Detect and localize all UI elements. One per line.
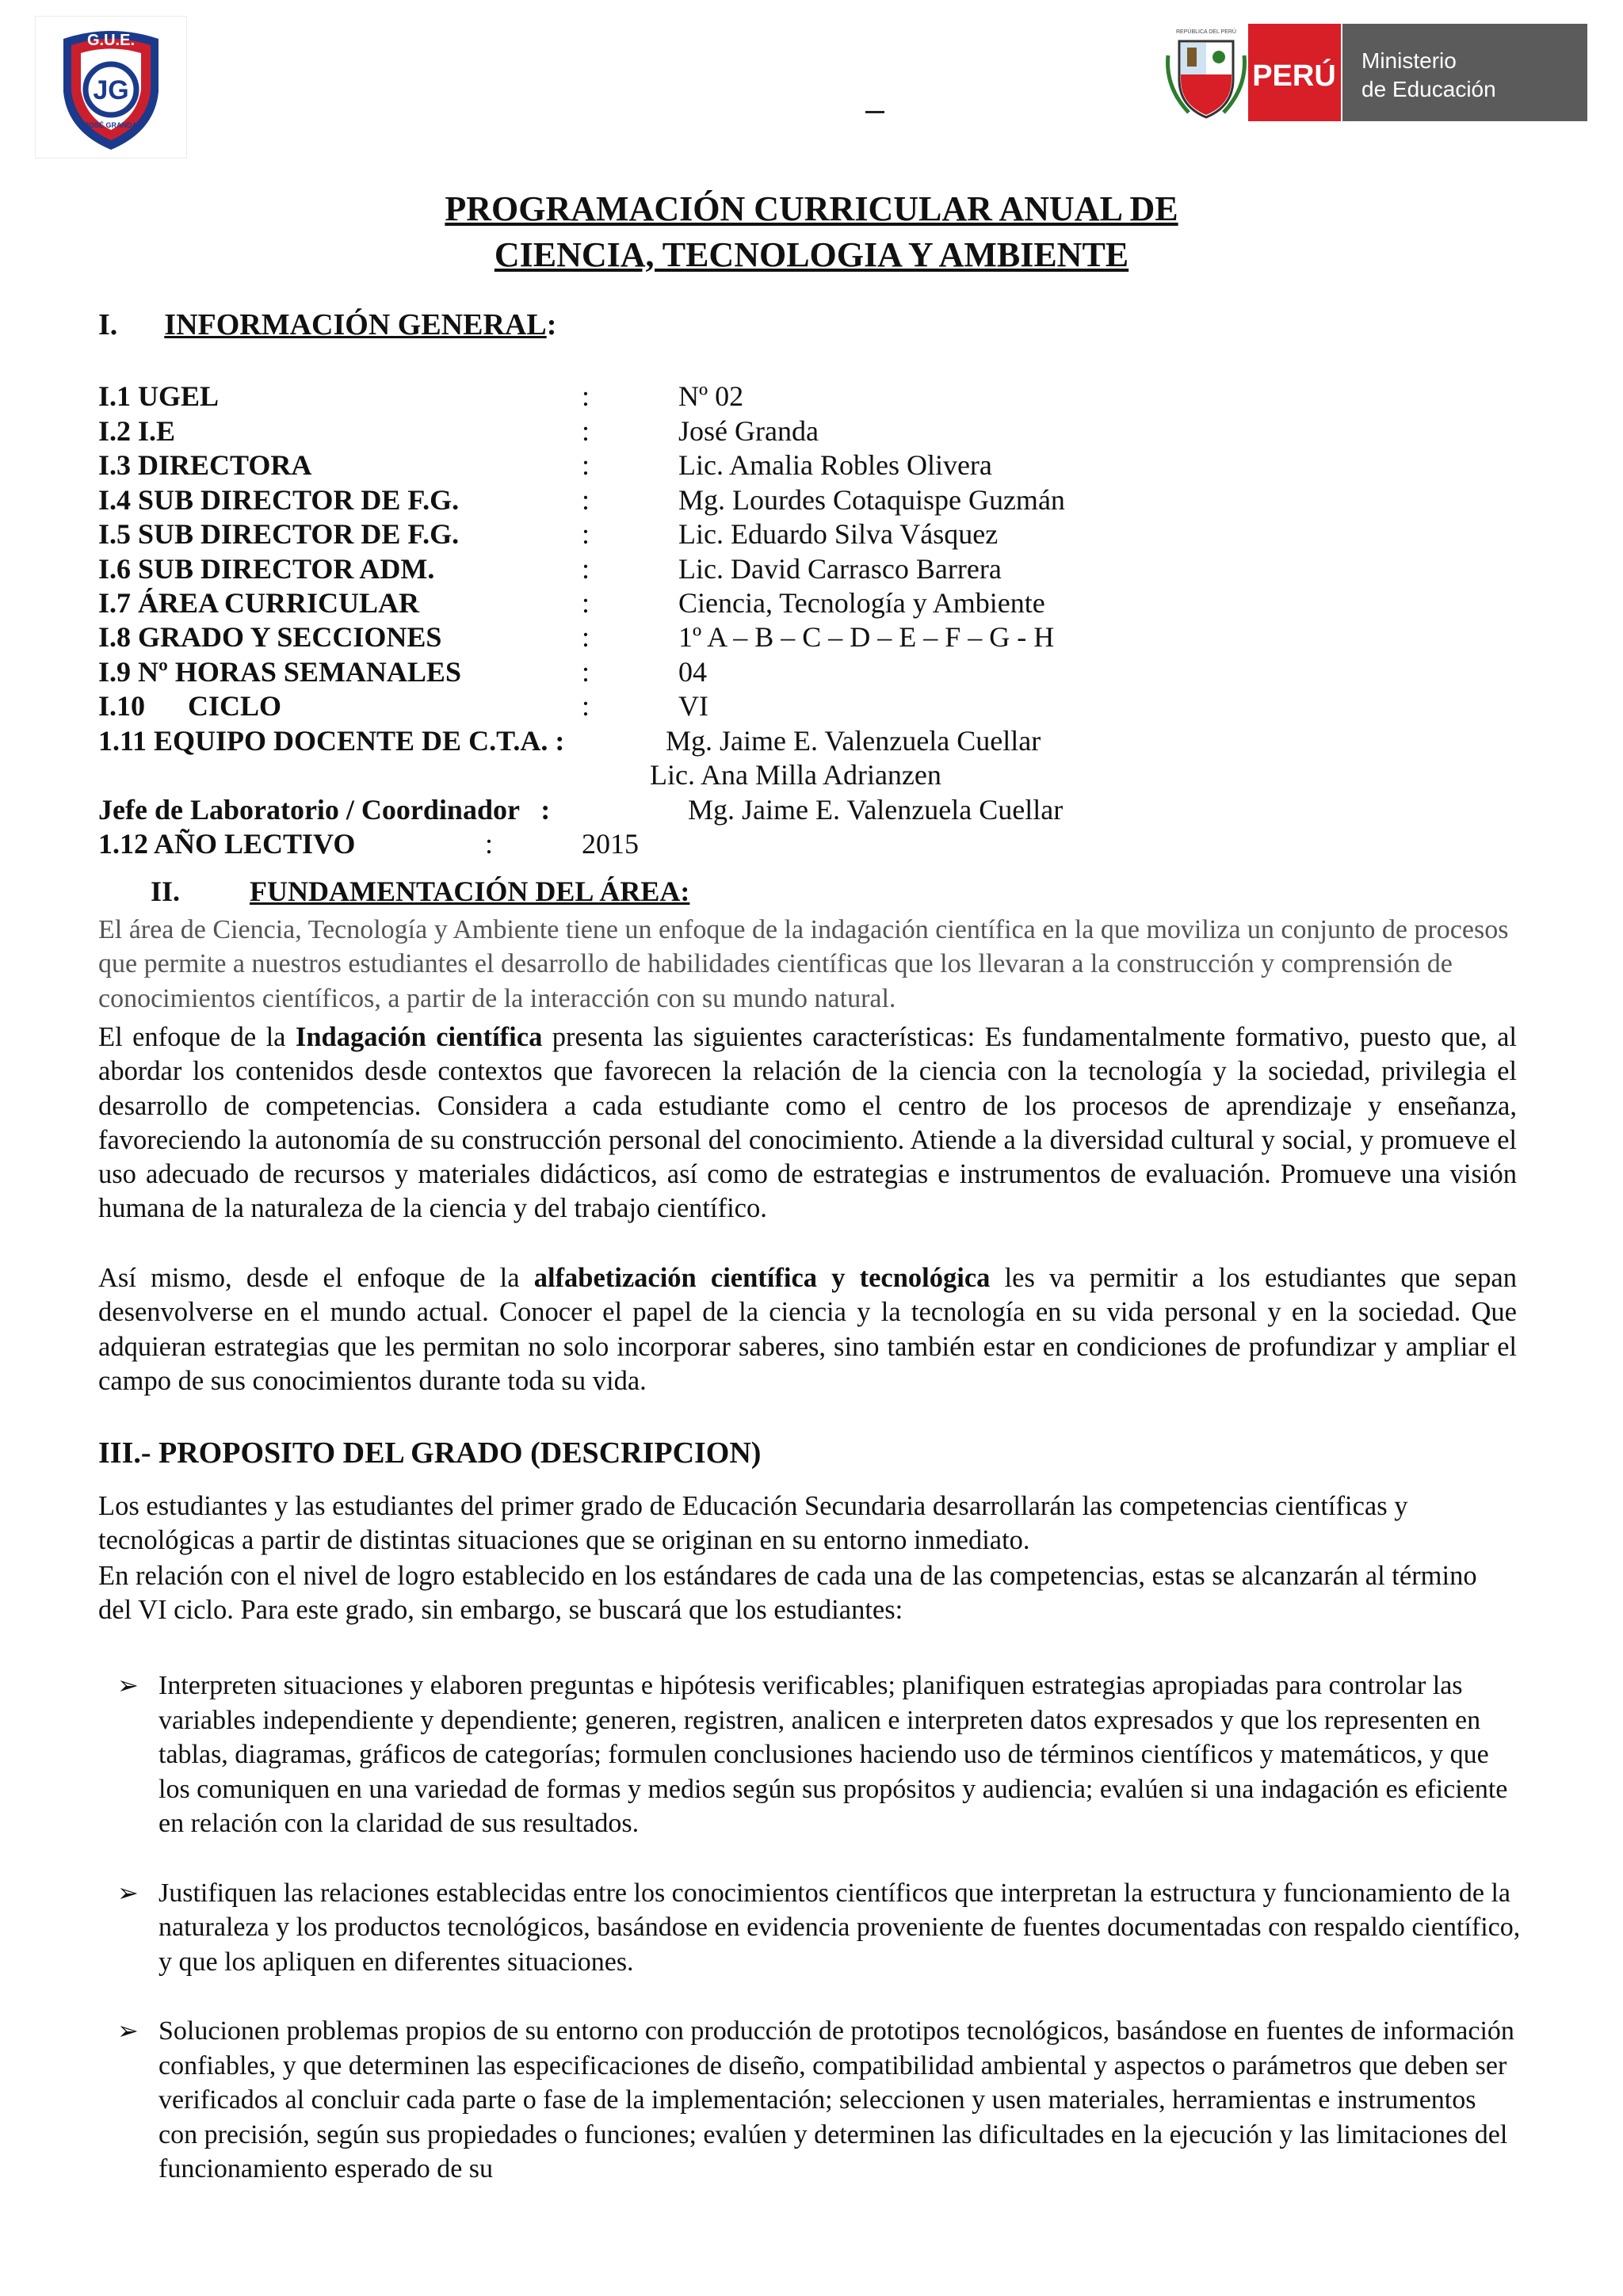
p1-bold-term: Indagación científica	[295, 1022, 543, 1052]
svg-text:REPÚBLICA DEL PERÚ: REPÚBLICA DEL PERÚ	[1176, 29, 1236, 35]
section1-heading	[98, 307, 556, 342]
bullet-list	[117, 1669, 1522, 2187]
section2-intro: El área de Ciencia, Tecnología y Ambiente tiene un enfoque de la indagación científica en la que moviliza un conjunto de procesos que permite a nuestros estudiantes el desarrollo de habilidades científicas que los llevaran a la construcción y comprensión de conocimientos científicos, a partir de la interacción con su mundo natural.	[98, 915, 1509, 1013]
coat-of-arms-icon	[1168, 28, 1245, 117]
separator-dash	[865, 111, 884, 113]
info-value: Ciencia, Tecnología y Ambiente	[678, 587, 1045, 619]
info-value: Mg. Jaime E. Valenzuela Cuellar	[666, 725, 1041, 757]
info-label: I.5 SUB DIRECTOR DE F.G.	[98, 518, 460, 550]
info-label: I.1 UGEL	[98, 380, 220, 412]
info-label: I.7 ÁREA CURRICULAR	[98, 587, 420, 619]
school-logo	[35, 16, 187, 158]
info-label: I.10 CICLO	[98, 690, 282, 722]
ministry-logo	[1165, 24, 1587, 121]
svg-text:de Educación: de Educación	[1361, 77, 1496, 101]
info-colon: :	[582, 553, 590, 585]
info-value: Nº 02	[678, 380, 744, 412]
peru-ministry-logo-icon	[1165, 24, 1587, 121]
arrow-bullet-icon: ➢	[117, 1671, 139, 1699]
info-colon: :	[582, 621, 590, 653]
info-label: 1.11 EQUIPO DOCENTE DE C.T.A. :	[98, 725, 565, 757]
info-colon: :	[582, 415, 590, 447]
section3-paragraph2: En relación con el nivel de logro establecido en los estándares de cada una de las competencias, estas se alcanzarán al término del VI ciclo. Para este grado, sin embargo, se buscará que los estudiantes:	[98, 1561, 1477, 1626]
section1-colon: :	[546, 308, 557, 341]
arrow-bullet-icon: ➢	[117, 2016, 139, 2045]
svg-text:JG: JG	[93, 75, 129, 105]
info-value: 2015	[582, 828, 639, 860]
section1-title: INFORMACIÓN GENERAL	[164, 308, 547, 341]
info-value: José Granda	[678, 415, 819, 447]
info-colon: :	[582, 587, 590, 619]
info-colon: :	[582, 449, 590, 481]
section2-title: FUNDAMENTACIÓN DEL ÁREA:	[250, 875, 690, 907]
bullet-text: Solucionen problemas propios de su entorno con producción de prototipos tecnológicos, basándose en fuentes de información confiables, y que determinen las especificaciones de diseño, compatibilidad ambiental y aspectos o parámetros que deben ser verificados al concluir cada parte o fase de la implementación; seleccionen y usen materiales, herramientas e instrumentos con precisión, según sus propiedades o funciones; evalúen y determinen las dificultades en la ejecución y las limitaciones del funcionamiento esperado de su	[158, 2016, 1514, 2183]
bullet-text: Justifiquen las relaciones establecidas entre los conocimientos científicos que interpretan la estructura y funcionamiento de la naturaleza y los productos tecnológicos, basándose en evidencia proveniente de fuentes documentadas con respaldo científico, y que los apliquen en diferentes situaciones.	[158, 1878, 1521, 1977]
info-label: I.2 I.E	[98, 415, 176, 447]
svg-text:Ministerio: Ministerio	[1361, 48, 1457, 73]
p2-text-rest: les va permitir a los estudiantes que sepan desenvolverse en el mundo actual. Conocer el papel de la ciencia y la tecnología en su vida personal y en la sociedad. Que adquieran estrategias que les permitan no solo incorporar saberes, sino también estar en condiciones de profundizar y ampliar el campo de sus conocimientos durante toda su vida.	[98, 1263, 1517, 1396]
document-title-line2: CIENCIA, TECNOLOGIA Y AMBIENTE	[494, 235, 1129, 274]
info-colon: :	[582, 656, 590, 688]
p1-text-rest: presenta las siguientes características: Es fundamentalmente formativo, puesto que, al abordar los contenidos desde contextos que favorecen la relación de la ciencia con la tecnología y la sociedad, privilegia el desarrollo de competencias. Considera a cada estudiante como el centro de los procesos de aprendizaje y enseñanza, favoreciendo la autonomía de su construcción personal del conocimiento. Atiende a la diversidad cultural y social, y promueve el uso adecuado de recursos y materiales didácticos, así como de estrategias e instrumentos de evaluación. Promueve una visión humana de la naturaleza de la ciencia y del trabajo científico.	[98, 1022, 1518, 1224]
info-label: I.8 GRADO Y SECCIONES	[98, 621, 442, 653]
svg-text:PERÚ: PERÚ	[1252, 59, 1336, 93]
info-colon: :	[485, 828, 494, 860]
info-value: Mg. Lourdes Cotaquispe Guzmán	[678, 484, 1065, 516]
info-value: Lic. Ana Milla Adrianzen	[650, 759, 941, 791]
svg-text:G.U.E.: G.U.E.	[86, 32, 136, 49]
info-value: 1º A – B – C – D – E – F – G - H	[678, 621, 1055, 653]
info-value: Lic. Amalia Robles Olivera	[678, 449, 992, 481]
info-label: I.3 DIRECTORA	[98, 449, 312, 481]
info-label: I.9 Nº HORAS SEMANALES	[98, 656, 461, 688]
bullet-text: Interpreten situaciones y elaboren preguntas e hipótesis verificables; planifiquen estrategias apropiadas para controlar las variables independiente y dependiente; generen, registren, analicen e interpreten datos expresados y que los representen en tablas, diagramas, gráficos de categorías; formulen conclusiones haciendo uso de términos científicos y matemáticos, y que los comuniquen en una variedad de formas y medios según sus propósitos y audiencia; evalúen si una indagación es eficiente en relación con la claridad de sus resultados.	[158, 1671, 1508, 1838]
info-label: Jefe de Laboratorio / Coordinador :	[98, 794, 551, 826]
info-value: Lic. Eduardo Silva Vásquez	[678, 518, 999, 550]
section2-paragraph1	[98, 1020, 1517, 1226]
section2-heading	[151, 875, 689, 908]
arrow-bullet-icon: ➢	[117, 1878, 139, 1907]
section2-number: II.	[151, 875, 181, 907]
svg-text:JOSÉ GRANDA: JOSÉ GRANDA	[84, 121, 138, 129]
info-value: Lic. David Carrasco Barrera	[678, 553, 1002, 585]
info-colon: :	[582, 484, 590, 516]
section3-paragraph1: Los estudiantes y las estudiantes del primer grado de Educación Secundaria desarrollarán las competencias científicas y tecnológicas a partir de distintas situaciones que se originan en su entorno inmediato.	[98, 1491, 1408, 1556]
info-value: 04	[678, 656, 707, 688]
info-colon: :	[582, 380, 590, 412]
school-crest-icon	[36, 17, 186, 158]
info-label: 1.12 AÑO LECTIVO	[98, 828, 356, 860]
info-colon: :	[582, 518, 590, 550]
p2-text: Así mismo, desde el enfoque de la	[98, 1263, 534, 1293]
info-label: I.6 SUB DIRECTOR ADM.	[98, 553, 435, 585]
info-value: Mg. Jaime E. Valenzuela Cuellar	[688, 794, 1064, 826]
info-value: VI	[678, 690, 708, 722]
bullet-item	[117, 1876, 1522, 1980]
bullet-item	[117, 2014, 1522, 2187]
p2-bold-term: alfabetización científica y tecnológica	[533, 1263, 991, 1293]
document-title-line1: PROGRAMACIÓN CURRICULAR ANUAL DE	[445, 189, 1178, 228]
info-colon: :	[582, 690, 590, 722]
section3-heading: III.- PROPOSITO DEL GRADO (DESCRIPCION)	[98, 1436, 762, 1470]
info-label: I.4 SUB DIRECTOR DE F.G.	[98, 484, 460, 516]
section1-number: I.	[98, 308, 118, 341]
p1-text: El enfoque de la	[98, 1022, 296, 1052]
bullet-item	[117, 1669, 1522, 1841]
section2-paragraph2	[98, 1261, 1517, 1398]
